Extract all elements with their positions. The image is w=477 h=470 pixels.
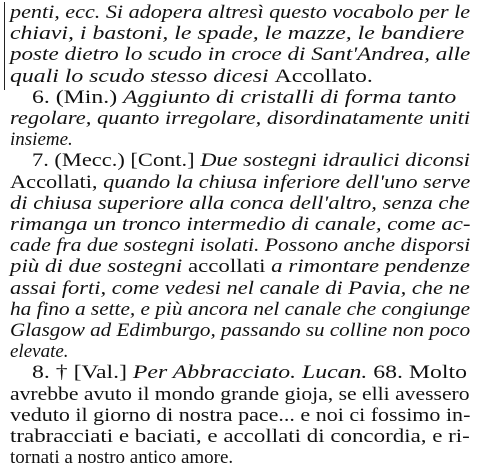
text-span: Glasgow ad Edimburgo, passando su colline non poco: [10, 320, 471, 341]
text-span: assai forti, come vedesi nel canale di Pavia, che ne: [10, 277, 470, 299]
text-span: 8. † [Val.]: [32, 362, 133, 384]
text-line: [10, 426, 470, 447]
text-span: Accollato.: [274, 65, 373, 87]
text-line: [10, 193, 470, 214]
text-span: rimanga un tronco intermedio di canale, come ac-: [10, 214, 471, 235]
text-line: [10, 44, 470, 65]
text-line: [10, 299, 470, 320]
text-span: poste dietro lo scudo in croce di Sant'Andrea, alle: [10, 44, 471, 66]
margin-rule: [4, 2, 5, 90]
text-span: 6. (Min.): [32, 86, 124, 108]
text-span: veduto il giorno di nostra pace... e noi ci fossimo in-: [10, 404, 471, 426]
text-span: insieme.: [10, 129, 73, 151]
text-span: quali lo scudo stesso dicesi: [10, 65, 275, 87]
text-span: 68. Molto: [367, 362, 467, 384]
text-span: 7. (Mecc.) [Cont.]: [32, 150, 201, 172]
text-line: [10, 447, 233, 468]
text-span: avrebbe avuto il mondo grande gioja, se elli avessero: [10, 383, 470, 405]
text-line: [10, 320, 470, 341]
text-line: [10, 129, 73, 150]
text-line: [10, 214, 470, 235]
text-span: a rimontare pendenze: [271, 256, 470, 278]
text-span: Due sostegni idraulici diconsi: [200, 150, 470, 172]
text-span: quando la chiusa inferiore dell'uno serve: [103, 171, 471, 193]
text-line: [10, 278, 470, 299]
text-span: accollati: [187, 256, 272, 278]
text-span: più di due sostegni: [10, 256, 188, 278]
text-line: [10, 2, 470, 23]
text-span: Per Abbracciato. Lucan.: [132, 362, 368, 384]
text-line: [10, 23, 464, 44]
text-line: [10, 405, 470, 426]
text-span: ha fino a sette, e più ancora nel canale che congiunge: [10, 298, 471, 320]
text-line: [10, 172, 470, 193]
text-span: trabracciati e baciati, e accollati di concordia, e ri-: [10, 426, 470, 447]
text-span: di chiusa superiore alla conca dell'altro, senza che: [10, 192, 470, 214]
text-line: [32, 87, 456, 108]
text-span: regolare, quanto irregolare, disordinatamente uniti: [10, 108, 471, 129]
text-span: Accollati,: [10, 171, 104, 193]
text-line: [10, 341, 69, 362]
text-line: [10, 66, 373, 87]
text-line: [10, 384, 470, 405]
text-line: [32, 362, 467, 383]
text-span: elevate.: [10, 341, 69, 363]
text-line: [10, 256, 470, 277]
text-line: [10, 108, 470, 129]
text-span: cade fra due sostegni isolati. Possono anche disporsi: [10, 235, 471, 257]
text-line: [32, 150, 470, 171]
text-line: [10, 235, 470, 256]
text-span: penti, ecc. Si adopera altresì questo vocabolo per le: [10, 2, 471, 23]
text-span: chiavi, i bastoni, le spade, le mazze, le bandiere: [10, 23, 465, 45]
text-span: tornati a nostro antico amore.: [10, 447, 234, 469]
text-span: Aggiunto di cristalli di forma tanto: [123, 86, 457, 108]
